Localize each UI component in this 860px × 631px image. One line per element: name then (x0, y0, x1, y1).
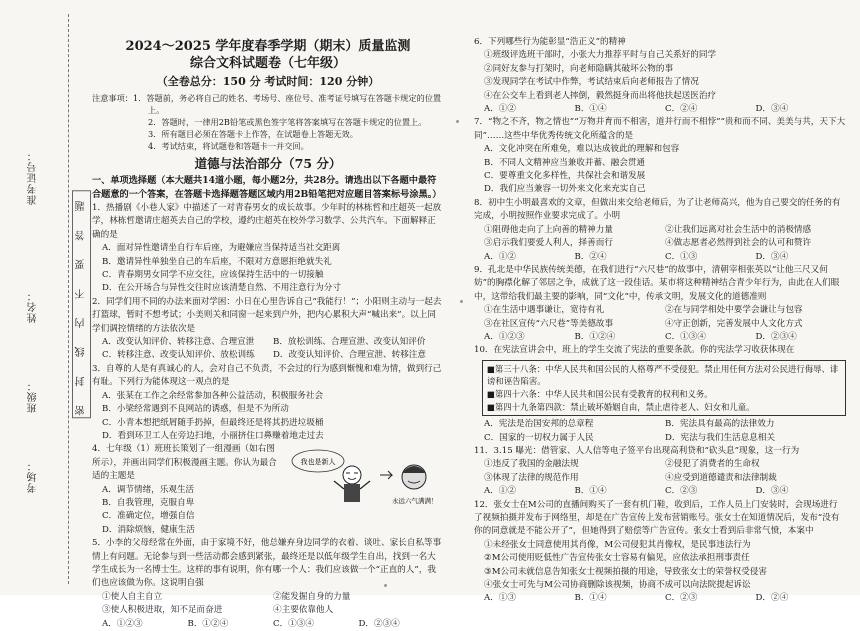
option: C．小青本想把纸屑随手扔掉，但最终还是将其扔进垃圾桶 (102, 417, 324, 428)
statement: ②侵犯了消费者的生命权 (665, 459, 760, 470)
statement: ①未经张女士同意使用其肖像，M公司侵犯其肖像权，是民事违法行为 (484, 539, 751, 550)
part-one-instructions: 一、单项选择题（本大题共14道小题，每小题2分，共28分。请选出以下各题中最符合题意的一个答案，在答题卡选择题答题区域内用2B铅笔把对应题目答案标号涂黑。） (92, 175, 442, 200)
option: B．宪法具有最高的法律效力 (665, 419, 775, 430)
question-stem: 7．“物之不齐，物之情也”“万物并育而不相害，道并行而不相悖”“贵和而不同、美美与共，天下大同”……这些中华优秀传统文化所蕴含的是 (474, 117, 846, 141)
option: C．青春期男女同学不应交往，应该保持生活中的一切接触 (102, 270, 324, 281)
scan-dot (384, 584, 387, 587)
question-7 (474, 116, 846, 196)
statement: ③启示我们要爱人利人，择善而行 (484, 238, 613, 249)
statement: ③在社区宣传“六尺巷”等美德故事 (484, 318, 614, 329)
option: B．放松训练、合理宣泄、改变认知评价 (273, 337, 426, 348)
question-6 (474, 36, 846, 116)
statement: ③M公司未就信息告知张女士视频拍摄的用途，导致张女士的荣誉权受侵害 (484, 566, 767, 577)
field-name: 姓名： (28, 290, 39, 323)
statement: ④守正创新，完善发展中人文化方式 (665, 318, 803, 329)
option: C．②③ (665, 486, 698, 497)
cartoon-bubble-right: 永远六气满满！ (392, 497, 438, 506)
seal-warning: 密 封 线 内 不 要 答 题 (72, 190, 91, 418)
option: A．调节情绪，乐观生活 (102, 484, 195, 495)
statement: ②在与同学相处中要学会谦让与包容 (665, 305, 803, 316)
cartoon-bubble-left: 我也是新人 (300, 458, 336, 467)
question-stem: 12．张女士在M公司的直播间购买了一套有机门鞋，收到后，工作人员上门安装时，会现场进行了视频拍摄并发布于网络里，却是在广告宣传上发布营销账号。张女士在知道情况后，发布“没有你的同意就是不能公开了”，但她得到了赔偿等广告宣传。张女士看到后非常气愤，本案中 (474, 499, 840, 537)
question-5 (92, 537, 444, 631)
option: A．①② (484, 486, 516, 497)
option: C．国家的一切权力属于人民 (484, 432, 594, 443)
statement: ②M公司使用贬低性广告宣传张女士容易有偏见，应依法承担刑事责任 (484, 553, 750, 564)
option: A．①② (484, 104, 516, 115)
option: B．不同人文精神应当兼收并蓄、融会贯通 (484, 157, 646, 168)
question-1 (92, 202, 444, 296)
option: C．准确定位，增强自信 (102, 511, 195, 522)
option: D．宪法与我们生活息息相关 (665, 432, 776, 443)
seal-line (68, 14, 69, 584)
statement: ①阻碍他走向了上向善的精神力量 (484, 224, 613, 235)
option: A．①②③ (102, 618, 143, 629)
option: D．②③④ (755, 331, 797, 342)
option: C．①③④ (665, 331, 706, 342)
binding-margin (0, 0, 86, 595)
notice-item: 2．答题时，一律用2B铅笔或黑色签字笔将答案填写在答题卡规定的位置上。 (148, 117, 427, 127)
question-12 (474, 499, 846, 606)
statement: ③体现了法律的规范作用 (484, 472, 579, 483)
statement: ④在公交车上看到老人摔倒，毅然挺身而出将他扶起送医治疗 (484, 90, 717, 101)
section-title: 道德与法治部分（75 分） (194, 156, 342, 171)
notice-block (92, 92, 444, 152)
question-stem: 2．同学们用不同的办法来面对学困：小日在心里告诉自己“我能行！”；小阳则主动与一起去打篮球，暂时不想考试；小美则关和同窗一起来到户外，把内心累积大声“喊出来”。以上同学们调控情绪的方法依次是 (92, 296, 442, 334)
field-ticket-number: 准考证号： (28, 150, 39, 205)
option: D．看到环卫工人在旁边扫地，小丽挤住口鼻赚着地走过去 (102, 430, 324, 441)
option: B．小梁经常遇到不良网站的诱惑，但是不为所动 (102, 404, 289, 415)
notice-lead: 注意事项：1．答题前，务必将自己的姓名、考场号、座位号、准考证号填写在答题卡规定的位置上。 (92, 93, 442, 115)
question-stem: 4．七年级（1）班班长策划了一组漫画（如右图所示），并画出同学们积极漫画主题。你认为最合适的主题是 (92, 444, 277, 482)
question-stem: 5．小李的父母经常在外面，由于家境不好，他总嫌弃身边同学的衣着、谈吐、家长自私等事情上有问题。无论参与到一些活动都会感到紧张，最终还是以低年级学生自出，找到一名大学生成长为一名博士生。这样的事有说明，你有哪一个人：我们应该做一个“正直的人”，我们也应该做为你。这说明自强 (92, 538, 442, 589)
option: A．①③ (484, 593, 516, 604)
question-10 (474, 344, 846, 445)
question-stem: 11．3.15 曝光：借管家、人人信等电子签平台出现高利贷和“砍头息”现象，这一行为 (474, 445, 800, 456)
question-stem: 6．下列哪些行为能彰显“浩正义”的精神 (474, 37, 626, 47)
question-3 (92, 363, 444, 443)
statement: ④主要依靠他人 (273, 605, 334, 616)
notice-item: 3．所有题目必须在答题卡上作答，在试题卷上答题无效。 (148, 129, 358, 139)
question-4 (92, 443, 444, 537)
option: C．要尊重文化多样性，共保社会和谐发展 (484, 171, 646, 182)
option: B．①④ (574, 593, 607, 604)
statement: ②同好友参与打架时，向老师隐瞒其破坏公物的事 (484, 63, 674, 74)
question-9 (474, 264, 846, 344)
cartoon-illustration (288, 445, 444, 507)
statement: ④应受到道德谴责和法律制裁 (665, 472, 777, 483)
right-column (474, 36, 846, 606)
option: B．①④ (574, 104, 607, 115)
option: D．③④ (755, 251, 789, 262)
exam-title: 2024～2025 学年度春季学期（期末）质量监测 (125, 39, 411, 54)
option: B．①②④ (574, 331, 616, 342)
question-stem: 9．孔北是中华民族传统美德，在我们进行“六尺巷”的故事中，清朝宰相张英以“让他三尺又何妨”的胸襟化解了邻居之争，成就了这一段佳话。某市将这种精神结合青少年行为，由此在人们眼中，这带给我们最主要的影响，同“文化”中，传承文明，发展文化的道德准则 (474, 264, 840, 302)
option: C．转移注意、改变认知评价、放松训练 (102, 350, 255, 361)
option: B．①④ (574, 486, 607, 497)
statement: ①在生活中遇事谦让，宽待有礼 (484, 305, 605, 316)
option: A．宪法是治国安邦的总章程 (484, 419, 594, 430)
option: C．①③ (665, 251, 698, 262)
question-stem: 8．初中生小明最喜欢的文章，但做出来交给老师后，为了让老师高兴，他为自己要交的任务的有完成，小明按照作业要求完成了。小明 (474, 197, 841, 222)
excerpt-line: ■第四十九条第四款：禁止破坏婚姻自由，禁止虐待老人、妇女和儿童。 (487, 401, 755, 412)
scan-dot (456, 120, 459, 123)
option: A．张某在工作之余经常参加各种公益活动，积极服务社会 (102, 390, 324, 401)
option: C．②③ (665, 593, 698, 604)
statement: ③使人积极进取，知不足而奋进 (102, 605, 223, 616)
option: D．在公开场合与异性交往时应该清楚自然、不用注意行为分寸 (102, 283, 341, 294)
notice-item: 4．考试结束，将试题卷和答题卡一并交回。 (148, 141, 309, 151)
option: B．①②④ (187, 618, 229, 629)
statement: ④做志愿者必然得到社会的认可和赞许 (665, 238, 812, 249)
question-stem: 10．在宪法宣讲会中，班上的学生交流了宪法的重要条款。你的宪法学习收获体现在 (474, 345, 795, 356)
statement: ②让我们远离对社会生活中的消极情感 (665, 224, 812, 235)
option: C．①③④ (273, 618, 314, 629)
option: A．文化冲突在所难免，难以达成彼此的理解和包容 (484, 144, 680, 155)
option: D．消除烦恼，健康生活 (102, 524, 195, 535)
option: D．③④ (755, 104, 789, 115)
left-column (92, 0, 444, 631)
option: A．面对异性邀请坐自行车后座，为避嫌应当保持适当社交距离 (102, 243, 341, 254)
option: D．改变认知评价、合理宣泄、转移注意 (273, 350, 426, 361)
statement: ②能发掘自身的力量 (273, 591, 351, 602)
exam-info: （全卷总分：150 分 考试时间：120 分钟） (156, 75, 380, 88)
statement: ③发现同学在考试中作弊，考试结束后向老师报告了情况 (484, 77, 699, 88)
option: D．②④ (755, 593, 789, 604)
statement: ①班级评选班干部时，小张大力推荐平时与自己关系好的同学 (484, 50, 717, 61)
option: D．③④ (755, 486, 789, 497)
field-class: 班级： (28, 380, 39, 413)
option: C．②④ (665, 104, 698, 115)
question-stem: 1．热播剧《小巷人家》中描述了一对青春男女的成长故事。少年时的林栋哲和庄超英一起放学，林栋哲邀请庄超英去自己的学校，遵约庄超英在校外学习数学、公共汽车。下面解释正确的是 (92, 203, 442, 240)
statement: ①违反了我国的金融法规 (484, 459, 579, 470)
option: B．自我管理，克服自卑 (102, 497, 195, 508)
excerpt-line: ■第四十六条：中华人民共和国公民有受教育的权利和义务。 (487, 388, 713, 399)
option: B．②④ (574, 251, 607, 262)
question-8 (474, 197, 846, 264)
question-stem: 3．自尊的人是有真诚心的人，会对自己不负责，不会过的行为感到惭愧和难为情，做到行己有耻。下列行为能体现这一观点的是 (92, 363, 442, 388)
statement: ④张女士可先与M公司协商删除该视频，协商不成可以向法院提起诉讼 (484, 580, 751, 590)
excerpt-line: ■第三十八条：中华人民共和国公民的人格尊严不受侵犯。禁止用任何方法对公民进行侮辱、诽谤和诬告陷害。 (487, 363, 839, 387)
question-11 (474, 445, 846, 499)
option: A．①② (484, 251, 516, 262)
scan-dot (460, 300, 463, 303)
constitution-excerpt-box (482, 360, 846, 416)
option: A．改变认知评价、转移注意、合理宣泄 (102, 337, 255, 348)
option: D．②③④ (358, 618, 400, 629)
option: A．①②③ (484, 331, 525, 342)
option: B．邀请异性单独坐自己的车后座，不限对方意愿拒绝就失礼 (102, 256, 332, 267)
statement: ①使人自主自立 (102, 591, 163, 602)
question-2 (92, 296, 444, 363)
exam-subtitle: 综合文科试题卷（七年级） (189, 56, 346, 71)
field-exam-room: 考场： (28, 460, 39, 493)
option: D．我们应当兼容一切外来文化来充实自己 (484, 184, 646, 195)
